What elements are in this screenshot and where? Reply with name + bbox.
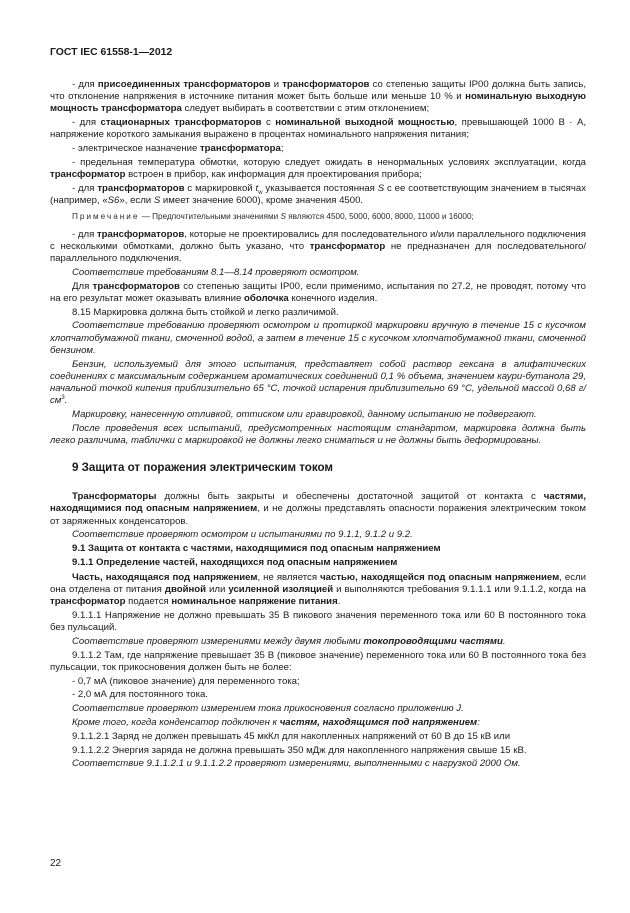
text-run: частью, находящейся под опасным напряжением [320,571,560,583]
text-run: с ее соответствующим значением в тысячах (например, « [50,183,586,207]
text-run: - 2,0 мА для постоянного тока. [72,689,208,701]
paragraph [50,307,586,319]
paragraph [50,281,586,305]
paragraph [50,143,586,155]
text-run: - 0,7 мА (пиковое значение) для переменного тока; [72,675,300,687]
text-run: Соответствие проверяют осмотром и испытаниями по 9.1.1, 9.1.2 и 9.2. [72,529,413,541]
text-run: 3 [61,395,65,402]
text-run: стационарных трансформаторов [100,117,262,129]
text-run: 9.1.1 Определение частей, находящихся под опасным напряжением [72,557,398,569]
text-run: Соответствие 9.1.1.2.1 и 9.1.1.2.2 проверяют измерениями, выполненными с нагрузкой 2000 Ом. [72,758,521,770]
text-run: S [377,183,385,194]
text-run: - электрическое назначение [72,143,200,155]
paragraph [50,229,586,266]
text-run: - для [72,117,101,129]
text-run: номинальное напряжение питания [171,596,338,608]
text-run: ; [280,143,284,155]
text-run: с маркировкой [184,183,256,194]
paragraph [50,529,586,541]
text-run: S [280,212,286,222]
text-run: Трансформаторы [72,491,157,503]
text-run: трансформаторов [96,228,185,240]
text-run: трансформатора [199,143,281,155]
subsection-heading [50,543,586,555]
text-run: 9.1.1.1 Напряжение не должно превышать 35 В пикового значения переменного тока или 60 В постоянного тока без пульсаций. [50,609,586,634]
text-run: со степенью защиты IP00, если применимо, испытания по 27.2, не проводят, потому что на его результат может оказывать влияние [50,280,586,304]
text-run: Маркировку, нанесенную отливкой, оттиском или гравировкой, данному испытанию не подвергают. [72,409,537,421]
text-run: трансформатор [50,169,126,181]
text-run: : [477,717,480,729]
paragraph [50,745,586,757]
section-9-title: 9 Защита от поражения электрическим током [72,461,334,475]
text-run: трансформатор [50,596,126,608]
text-run: Часть, находящаяся под напряжением [72,571,258,583]
paragraph [50,758,586,770]
text-run: - предельная температура обмотки, которую следует ожидать в ненормальных условиях эксплуатации, когда [72,157,586,168]
text-run: двойной [164,583,207,595]
text-run: являются 4500, 5000, 6000, 8000, 11000 и 16000; [285,212,474,222]
text-run: . [337,596,341,608]
paragraph [50,610,586,634]
section-9-text [50,491,586,770]
text-run: и выполняются требования 9.1.1.1 или 9.1.1.2, когда на [333,583,587,595]
text-run: — Предпочтительными значениями [139,212,281,222]
text-run: , не является [257,571,321,583]
text-run: . [64,395,68,407]
text-run: - для [72,79,98,90]
text-run: Соответствие проверяют измерением тока прикосновения согласно приложению J. [72,703,464,715]
text-run: номинальную выходную мощность трансформатора [50,91,587,115]
text-run: встроен в прибор, как информация для проектирования прибора; [125,169,422,181]
text-run: Примечание [72,212,140,222]
text-run: с [261,117,276,129]
text-run: или [206,583,229,595]
text-run: конечного изделия. [288,292,378,304]
text-run: трансформаторов [97,183,185,194]
paragraph [50,423,586,447]
text-run: , которые не проектировались для последовательного и/или параллельного подключения с несколькими обмотками, должно быть указано, что [50,228,586,252]
text-run: следует выбирать в соответствии с этим отклонением; [181,103,430,115]
paragraph [50,320,586,357]
text-run: - для [72,183,98,194]
text-run: w [258,189,263,196]
subsection-heading [50,557,586,569]
text-run: , если она отделена от питания [50,571,587,595]
document-page [50,46,586,772]
text-run: имеет значение 6000), кроме значения 4500. [160,195,364,207]
section-8-text [50,79,586,447]
text-run: присоединенных трансформаторов [97,79,271,90]
text-run: Соответствие требованиям 8.1—8.14 проверяют осмотром. [72,266,360,278]
text-run: , превышающей 1000 В · А, напряжение короткого замыкания выражено в процентах номинального напряжения питания; [50,117,587,141]
text-run: Соответствие проверяют измерениями между двумя любыми [72,635,364,647]
text-run: S [153,195,161,207]
paragraph [50,157,586,181]
text-run: 9.1.1.2.2 Энергия заряда не должна превышать 350 мДж для накопленного напряжения свыше 15 кВ. [72,744,527,756]
paragraph [50,703,586,715]
paragraph [50,409,586,421]
text-run: 9.1.1.2.1 Заряд не должен превышать 45 мкКл для накопленных напряжений от 60 В до 15 кВ или [72,730,511,742]
text-run: частям, находящимся под напряжением [279,717,478,729]
paragraph [50,717,586,729]
text-run: трансформатор [309,240,386,252]
paragraph [50,572,586,609]
text-run: указывается постоянная [262,183,378,194]
text-run: Соответствие требованию проверяют осмотром и протиркой маркировки вручную в течение 15 с кусочком хлопчатобумажной ткани, смоченной водой, а затем в течение 15 с кусочком хлопчатобумажной ткани, смоченной бензином. [50,320,586,356]
text-run: После проведения всех испытаний, предусмотренных настоящим стандартом, маркировка должна быть легко различима, таблички с маркировкой не должны легко сниматься и не должны быть деформированы. [50,422,586,447]
paragraph [50,636,586,648]
text-run: 9.1.1.2 Там, где напряжение превышает 35 В (пиковое значение) переменного тока или 60 В постоянного тока без пульсации, ток прикосновения должен быть не более: [50,649,586,673]
text-run: частями, находящимися под опасным напряжением [50,491,586,515]
document-header: ГОСТ IEC 61558-1—2012 [50,47,173,58]
paragraph [50,117,586,141]
text-run: усиленной изоляцией [228,583,334,595]
text-run: подается [125,596,172,608]
text-run: S6 [107,195,120,207]
paragraph [50,676,586,688]
paragraph [50,689,586,701]
text-run: токопроводящими частями [363,635,503,647]
text-run: - для [72,228,97,240]
text-run: 8.15 Маркировка должна быть стойкой и легко различимой. [72,306,339,318]
paragraph [50,79,586,116]
paragraph [50,731,586,743]
paragraph [50,359,586,408]
text-run: трансформаторов [282,79,370,90]
text-run: , и не должны представлять опасности поражения электрическим током от заряженных конденсаторов. [50,503,586,527]
text-run: должны быть закрыты и обеспечены достаточной защитой от контакта с [156,491,544,503]
text-run: t [255,183,259,194]
text-run: и [270,79,283,90]
text-run: не предназначен для последовательного/параллельного подключения. [50,240,587,265]
note-paragraph [50,211,586,223]
text-run: Бензин, используемый для этого испытания, представляет собой раствор гексана в алифатических соединениях с максимальным содержанием ароматических соединений 0,1 % объема, значением каури-бутанола 29, начальной точкой кипения приблизительно 65 °С, точкой испарения приблизительно 69 °С, удельной массой 0,68 г/см [50,358,586,407]
paragraph [50,267,586,279]
page-number: 22 [50,858,62,869]
text-run: со степенью защиты IP00 должна быть запись, что отклонение напряжения в источнике питания может быть больше или меньше 10 % и [50,79,586,103]
text-run: номинальной выходной мощностью [275,117,455,129]
text-run: », если [119,195,154,207]
paragraph [50,491,586,528]
text-run: 9.1 Защита от контакта с частями, находящимися под опасным напряжением [72,543,441,555]
paragraph [50,650,586,674]
text-run: Для [72,280,93,292]
text-run: Кроме того, когда конденсатор подключен к [72,717,280,729]
paragraph [50,183,586,207]
text-run: трансформаторов [92,280,180,292]
text-run: . [502,635,506,647]
text-run: оболочка [244,292,289,304]
